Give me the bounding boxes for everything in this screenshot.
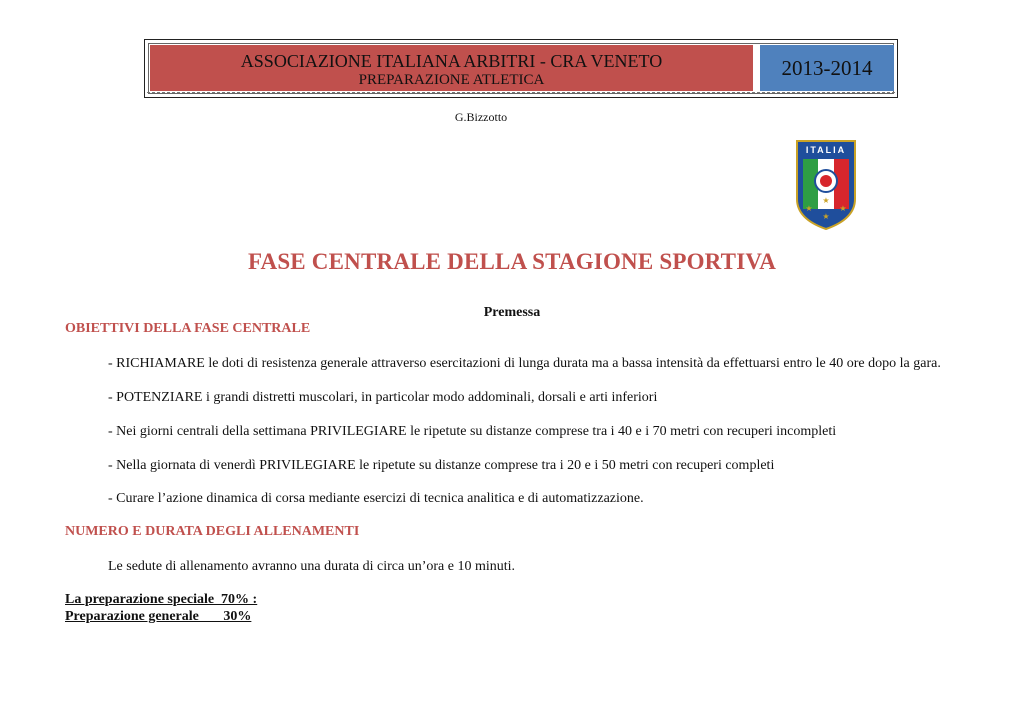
figc-shield-icon xyxy=(795,139,857,231)
section-heading-objectives: OBIETTIVI DELLA FASE CENTRALE xyxy=(65,321,311,336)
svg-text:★: ★ xyxy=(822,212,830,221)
training-duration-text: Le sedute di allenamento avranno una durata di circa un’ora e 10 minuti. xyxy=(108,559,516,574)
logo-text: ITALIA xyxy=(805,145,847,155)
objective-item: - Nei giorni centrali della settimana PRIVILEGIARE le ripetute su distanze comprese tra i 40 e i 70 metri con recuperi incompleti xyxy=(108,424,837,439)
association-name: ASSOCIAZIONE ITALIANA ARBITRI - CRA VENETO xyxy=(240,51,663,71)
header-title-box xyxy=(150,45,753,91)
objective-item: - RICHIAMARE le doti di resistenza generale attraverso esercitazioni di lunga durata ma a bassa intensità da effettuarsi entro le 40 ore dopo la gara. xyxy=(108,356,941,371)
objective-item: - POTENZIARE i grandi distretti muscolari, in particolar modo addominali, dorsali e arti inferiori xyxy=(108,390,658,405)
author: G.Bizzotto xyxy=(454,110,508,124)
header-divider xyxy=(147,92,895,93)
objective-item: - Nella giornata di venerdì PRIVILEGIARE le ripetute su distanze comprese tra i 20 e i 50 metri con recuperi completi xyxy=(108,458,775,473)
svg-text:★: ★ xyxy=(822,196,830,205)
header-subtitle: PREPARAZIONE ATLETICA xyxy=(358,72,545,88)
section-heading-training: NUMERO E DURATA DEGLI ALLENAMENTI xyxy=(65,524,360,539)
premessa-heading: Premessa xyxy=(483,305,541,320)
season-box: 2013-2014 xyxy=(760,45,894,91)
svg-text:★: ★ xyxy=(805,204,813,213)
general-preparation-ratio: Preparazione generale 30% xyxy=(65,609,252,624)
svg-text:★: ★ xyxy=(839,204,847,213)
special-preparation-ratio: La preparazione speciale 70% : xyxy=(65,592,258,607)
objective-item: - Curare l’azione dinamica di corsa mediante esercizi di tecnica analitica e di automatizzazione. xyxy=(108,491,644,506)
page-title: FASE CENTRALE DELLA STAGIONE SPORTIVA xyxy=(247,249,777,274)
